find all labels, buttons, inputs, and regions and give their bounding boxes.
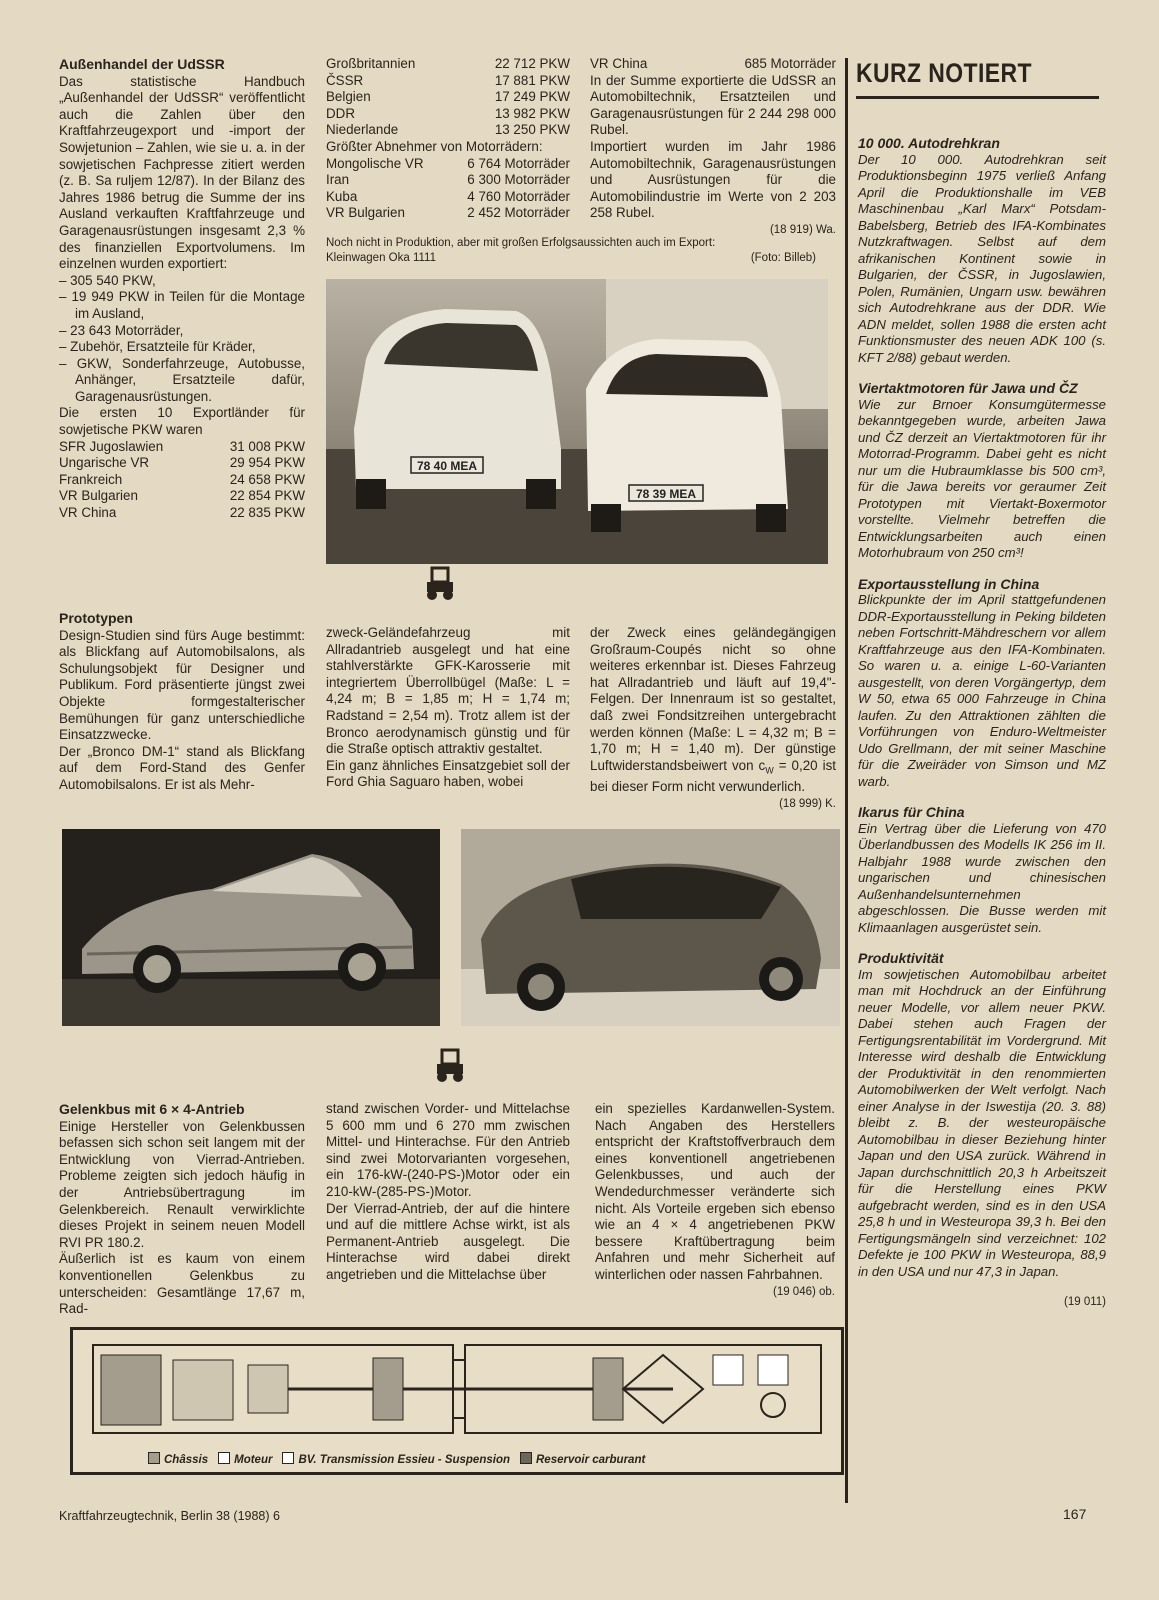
photo-credit: (Foto: Billeb): [750, 252, 816, 264]
gelenkbus-para: ein spezielles Kardanwellen-System. Nach Angaben des Herstellers entspricht der Kraftstoffverbrauch dem eines konventionell angetriebenen Gelenkbusses, und auch der Wendedurchmesser veränderte sich nicht. Als Vorteile ergeben sich ebenso wie an 4 × 4 angetriebenen PKW bessere Kraftübertragung beim Anfahren und mehr Sicherheit auf winterlichen oder nassen Fahrbahnen.: [595, 1101, 835, 1282]
title-rule: [856, 96, 1099, 99]
caption-line-2: Kleinwagen Oka 1111: [326, 252, 436, 264]
export-article-col3: [590, 56, 836, 239]
news-body: Im sowjetischen Automobilbau arbeitet man mit Hochdruck an der Einführung neuer Modelle, vor allem neuer PKW. Dabei stehen auch Fragen der Fertigungsrentabilität im Vordergrund. Mit Interesse wird deshalb die Entwicklung der Produktivität in den renommierten Automobilwerken der Welt verfolgt. Nach einer Analyse in der Iswestija (20. 3. 88) bleibt z. B. der westeuropäische Automobilbau in dieser Beziehung hinter Japan und den USA zurück. Während in Japan durchschnittlich 20,3 h Arbeitszeit für die Herstellung eines PKW aufgebracht werden, sind es in den USA 25,8 h und in Westeuropa 39,3 h. Bei den Fertigungsmängeln sind verzeichnet: 102 Defekte je 100 PKW in Westeuropa, 88,9 in den USA und nur 47,3 in Japan.: [858, 966, 1106, 1279]
prototypen-col2: [326, 625, 570, 791]
oka-photo: [326, 279, 828, 564]
page-number: 167: [1063, 1506, 1087, 1522]
gelenkbus-heading: Gelenkbus mit 6 × 4-Antrieb: [59, 1101, 245, 1117]
article-ref: (18 999) K.: [779, 797, 836, 810]
news-heading: Ikarus für China: [858, 804, 965, 820]
gelenkbus-col3: [595, 1101, 835, 1300]
list-item: – 305 540 PKW,: [59, 273, 305, 290]
gelenkbus-col2: [326, 1101, 570, 1284]
list-item: – 23 643 Motorräder,: [59, 323, 305, 340]
kurz-notiert-title: KURZ NOTIERT: [856, 58, 1032, 88]
saguaro-image: [461, 829, 840, 1026]
kurz-notiert-items: [858, 135, 1106, 1311]
export-summary: In der Summe exportierte die UdSSR an Automobiltechnik, Ersatzteilen und Garagenausrüstungen für 2 244 298 000 Rubel.: [590, 72, 836, 138]
country-row: Ungarische VR 29 954 PKW: [59, 455, 305, 471]
list-item: – 19 949 PKW in Teilen für die Montage im Ausland,: [59, 289, 305, 322]
moto-intro: Größter Abnehmer von Motorrädern:: [326, 138, 543, 154]
news-body: Blickpunkte der im April stattgefundenen DDR-Exportausstellung in Peking bildeten neben Fortschritt-Mähdreschern vor allem Kraftfahrzeuge aus den IFA-Kombinaten. So waren u. a. einige L-60-Varianten ausgestellt, von deren Vorgängertyp, dem W 50, etwa 65 000 Fahrzeuge in China laufen. Zu den Attraktionen zählten die Vorführungen von Enduro-Weltmeister Udo Grellmann, der mit seiner Maschine für die Zweiräder von Simson und MZ warb.: [858, 592, 1106, 789]
news-heading: Exportausstellung in China: [858, 575, 1040, 592]
diagram-legend: [148, 1452, 645, 1466]
gelenkbus-para: Äußerlich ist es kaum von einem konventionellen Gelenkbus zu unterscheiden: Gesamtlänge 17,67 m, Rad-: [59, 1251, 305, 1317]
country-row: VR Bulgarien 22 854 PKW: [59, 488, 305, 504]
gelenkbus-para: Der Vierrad-Antrieb, der auf die hintere und auf die mittlere Achse wirkt, ist als Permanent-Antrieb ausgelegt. Die Hinterachse wird dabei direkt angetrieben und die Mittelachse über: [326, 1200, 570, 1282]
article-ref: (19 046) ob.: [772, 1285, 835, 1298]
list-item: – Zubehör, Ersatzteile für Kräder,: [59, 339, 305, 356]
oka-cars-image: [326, 279, 828, 564]
countries-intro: Die ersten 10 Exportländer für sowjetische PKW waren: [59, 405, 305, 438]
legend-bv: BV. Transmission Essieu - Suspension: [282, 1452, 510, 1466]
news-heading: 10 000. Autodrehkran: [858, 135, 1000, 151]
export-article-col2: [326, 56, 570, 222]
export-intro: Das statistische Handbuch „Außenhandel der UdSSR“ veröffentlicht auch die Zahlen über den Kraftfahrzeugexport und -import der Sowjetunion – Zahlen, wie sie u. a. in der sowjetischen Fachpresse zitiert werden (z. B. Sa ruljem 12/87). In der Bilanz des Jahres 1986 betrug die Summe der ins Ausland verkauften Kraftfahrzeuge und Garagenausrüstungen insgesamt 2,3 % des finanziellen Exportvolumens. Im einzelnen wurden exportiert:: [59, 73, 305, 272]
export-heading: Außenhandel der UdSSR: [59, 56, 225, 72]
vintage-car-icon: [424, 564, 456, 604]
gelenkbus-para: Einige Hersteller von Gelenkbussen befassen sich schon seit langem mit der Entwicklung von Vierrad-Antrieben. Probleme zeigten sich jedoch häufig in der Antriebsübertragung im Gelenkbereich. Renault verwirklichte dieses Projekt in seinem neuen Modell RVI PR 180.2.: [59, 1118, 305, 1250]
prototypen-para: Der „Bronco DM-1“ stand als Blickfang auf dem Ford-Stand des Genfer Automobilsalons. Er ist als Mehr-: [59, 743, 305, 792]
moto-row: VR Bulgarien 2 452 Motorräder: [326, 205, 570, 221]
moto-row: Iran 6 300 Motorräder: [326, 172, 570, 188]
country-row: SFR Jugoslawien 31 008 PKW: [59, 438, 305, 454]
export-list: [59, 273, 305, 406]
country-row: ČSSR 17 881 PKW: [326, 72, 570, 88]
bronco-image: [62, 829, 440, 1026]
bronco-photo: [62, 829, 440, 1026]
bus-chassis-drawing: [73, 1330, 841, 1450]
legend-chassis: Châssis: [148, 1452, 208, 1466]
legend-moteur: Moteur: [218, 1452, 272, 1466]
oka-caption: [326, 236, 816, 266]
news-heading: Produktivität: [858, 950, 944, 966]
svg-text:78 39 МЕА: 78 39 МЕА: [635, 487, 697, 501]
news-heading: Viertaktmotoren für Jawa und ČZ: [858, 380, 1078, 396]
country-row: Belgien 17 249 PKW: [326, 89, 570, 105]
country-row: Niederlande 13 250 PKW: [326, 122, 570, 138]
saguaro-photo: [461, 829, 840, 1026]
export-article-col1: [59, 56, 305, 522]
moto-row: Mongolische VR 6 764 Motorräder: [326, 155, 570, 171]
news-body: Ein Vertrag über die Lieferung von 470 Überlandbussen des Modells IK 256 im II. Halbjahr 1988 wurde zwischen den ungarischen und chinesischen Außenhandelsunternehmen abgeschlossen. Die Busse werden mit Klimaanlagen ausgerüstet sein.: [858, 820, 1106, 935]
svg-text:78 40 МЕА: 78 40 МЕА: [416, 459, 478, 473]
prototypen-para: der Zweck eines geländegängigen Großraum-Coupés nicht so ohne weiteres erkennbar ist. Dieses Fahrzeug hat Allradantrieb und läuft auf 19,4"-Felgen. Der Innenraum ist so gestaltet, daß zwei Fondsitzreihen untergebracht werden können (Maße: L = 4,32 m; B = 1,70 m; H = 1,40 m). Der günstige Luftwiderstandsbeiwert von $c_W = 0,20$ ist bei dieser Form nicht verwunderlich.: [590, 625, 836, 795]
china-moto-row: VR China 685 Motorräder: [590, 56, 836, 71]
import-summary: Importiert wurden im Jahr 1986 Automobiltechnik, Garagenausrüstungen und Ausrüstungen für die Automobilindustrie im Werte von 2 203 258 Rubel.: [590, 138, 836, 221]
country-row: Frankreich 24 658 PKW: [59, 471, 305, 487]
caption-line-1: Noch nicht in Produktion, aber mit großen Erfolgsaussichten auch im Export:: [326, 237, 716, 249]
prototypen-para: Design-Studien sind fürs Auge bestimmt: als Blickfang auf Automobilsalons, als Schulungsobjekt für Designer und Publikum. Ford präsentierte jüngst zwei Objekte formgestalterischer Bemühungen für ganz unterschiedliche Einsatzzwecke.: [59, 627, 305, 743]
prototypen-para: Ein ganz ähnliches Einsatzgebiet soll der Ford Ghia Saguaro haben, wobei: [326, 757, 570, 790]
prototypen-col1: [59, 610, 305, 794]
country-row: DDR 13 982 PKW: [326, 105, 570, 121]
legend-reservoir: Reservoir carburant: [520, 1452, 645, 1466]
moto-row: Kuba 4 760 Motorräder: [326, 188, 570, 204]
sidebar-divider: [845, 58, 848, 1503]
news-body: Der 10 000. Autodrehkran seit Produktionsbeginn 1975 verließ Anfang April die Produktionshalle im VEB Maschinenbau „Karl Marx“ Potsdam-Babelsberg, Betrieb des IFA-Kombinates Nutzkraftwagen. Selbst auf dem afrikanischen Kontinent sowie in Bulgarien, der ČSSR, in Jugoslawien, Polen, Rumänien, Ungarn usw. bewähren sich Autodrehkrane aus der DDR. Wie ADN meldet, sollen 1988 die ersten acht Funktionsmuster des neuen ADK 100 (s. KFT 2/88) gebaut werden.: [858, 151, 1106, 365]
news-body: Wie zur Brnoer Konsumgütermesse bekanntgegeben wurde, arbeiten Jawa und ČZ derzeit an Viertaktmotoren für ihr Motorrad-Programm. Dabei geht es nicht nur um die Hubraumklasse bis 500 cm³, für die Jawa bereits vor geraumer Zeit Prototypen mit Viertakt-Boxermotor vorstellte. Vielmehr betreffen die Entwicklungsarbeiten auch einen Motorhubraum von 250 cm³!: [858, 396, 1106, 560]
article-ref: (18 919) Wa.: [769, 223, 836, 236]
country-row: Großbritannien 22 712 PKW: [326, 56, 570, 71]
gelenkbus-para: stand zwischen Vorder- und Mittelachse 5 600 mm und 6 270 mm zwischen Mittel- und Hinterachse. Für den Antrieb sind zwei Motorvarianten vorgesehen, ein 176-kW-(240-PS-)Motor oder ein 210-kW-(285-PS-)Motor.: [326, 1101, 570, 1199]
gelenkbus-col1: [59, 1101, 305, 1318]
footer-journal: Kraftfahrzeugtechnik, Berlin 38 (1988) 6: [59, 1509, 280, 1523]
prototypen-heading: Prototypen: [59, 610, 133, 626]
prototypen-para: zweck-Geländefahrzeug mit Allradantrieb ausgelegt und hat eine stahlverstärkte GFK-Karosserie mit integriertem Überrollbügel (Maße: L = 4,24 m; B = 1,85 m; H = 1,74 m; Radstand = 2,54 m). Trotz allem ist der Bronco aerodynamisch günstig und für die Straße optisch attraktiv gestaltet.: [326, 625, 570, 757]
list-item: – GKW, Sonderfahrzeuge, Autobusse, Anhänger, Ersatzteile dafür, Garagenausrüstungen.: [59, 356, 305, 406]
vintage-car-icon: [434, 1046, 466, 1086]
country-row: VR China 22 835 PKW: [59, 505, 305, 521]
article-ref: (19 011): [1064, 1296, 1106, 1308]
prototypen-col3: [590, 625, 836, 812]
